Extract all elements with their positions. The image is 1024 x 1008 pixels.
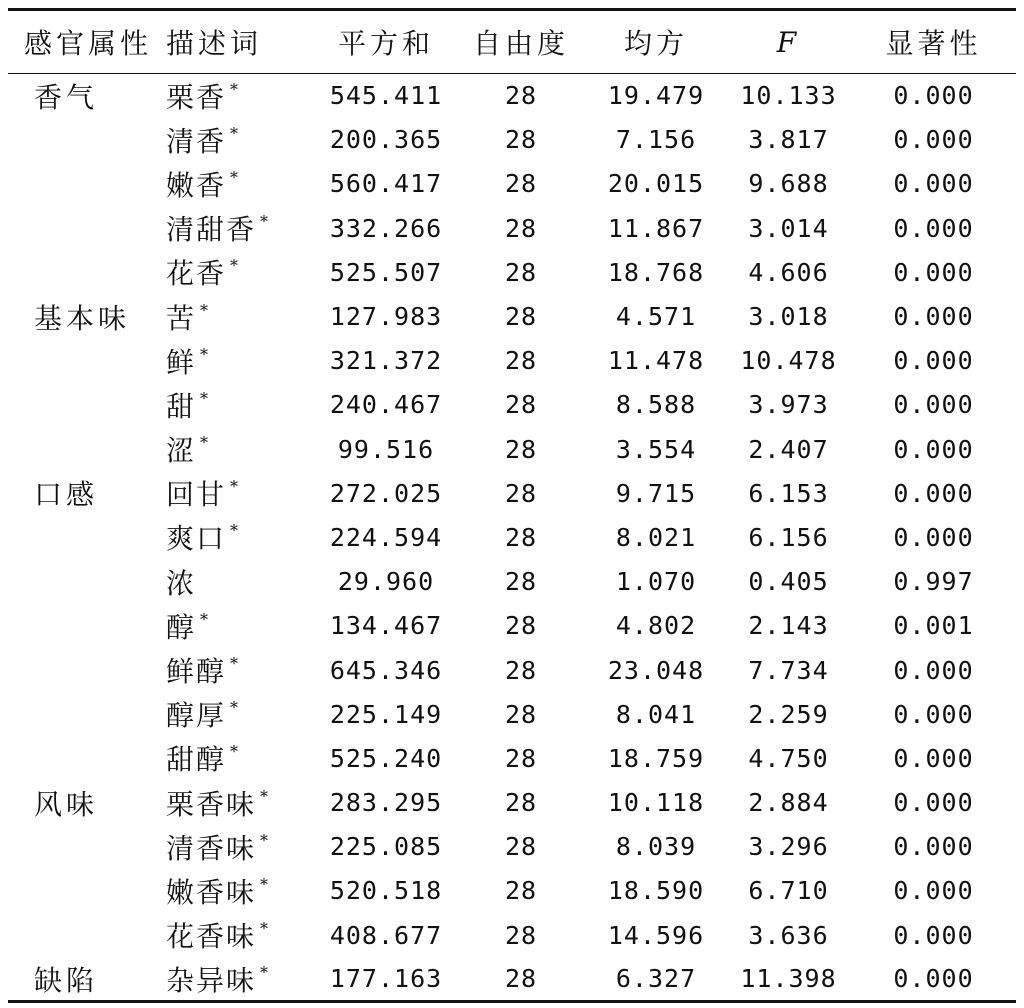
sum-of-squares-cell: 29.960: [337, 567, 435, 597]
significance-asterisk: *: [200, 433, 209, 453]
degrees-of-freedom-cell: 28: [504, 81, 538, 111]
degrees-of-freedom-cell: 28: [504, 522, 538, 552]
significance-cell: 0.000: [893, 832, 974, 862]
significance-asterisk: *: [230, 477, 239, 497]
table-row: [8, 427, 1016, 471]
f-value-cell: 3.018: [748, 302, 829, 332]
descriptor-cell: [166, 427, 316, 471]
header-mean-square: 均方: [586, 10, 726, 74]
descriptor-cell: [166, 869, 316, 913]
significance-asterisk: *: [230, 79, 239, 99]
mean-square-cell: 1.070: [615, 567, 697, 597]
sum-of-squares-cell: 560.417: [329, 169, 443, 199]
mean-square-cell: 23.048: [607, 655, 705, 685]
descriptor-text: 醇: [166, 610, 197, 644]
degrees-of-freedom-cell: 28: [504, 655, 538, 685]
significance-cell: 0.000: [893, 699, 974, 729]
descriptor-cell: [166, 471, 316, 515]
mean-square-cell: 8.041: [615, 699, 697, 729]
mean-square-cell: 6.327: [586, 957, 726, 1001]
descriptor-cell: [166, 648, 316, 692]
table-row: [8, 471, 1016, 515]
significance-cell: 0.000: [893, 302, 974, 332]
sensory-attribute-cell: [8, 913, 166, 957]
degrees-of-freedom-cell: 28: [504, 832, 538, 862]
sensory-attribute-cell: [8, 560, 166, 604]
degrees-of-freedom-cell: 28: [504, 302, 538, 332]
sum-of-squares-cell: 408.677: [329, 920, 443, 950]
table-row: [8, 515, 1016, 559]
descriptor-cell: [166, 339, 316, 383]
descriptor-text: 苦: [166, 301, 197, 335]
f-value-cell: 3.296: [748, 832, 829, 862]
sensory-attribute-cell: [8, 692, 166, 736]
descriptor-text: 杂异味: [166, 963, 257, 997]
table-row: [8, 869, 1016, 913]
significance-cell: 0.000: [893, 390, 974, 420]
significance-cell: 0.000: [893, 788, 974, 818]
descriptor-cell: [166, 515, 316, 559]
table-row: [8, 118, 1016, 162]
descriptor-cell: [166, 692, 316, 736]
sensory-attribute-cell: [8, 339, 166, 383]
sum-of-squares-cell: 225.149: [329, 699, 443, 729]
significance-cell: 0.000: [893, 743, 974, 773]
sum-of-squares-cell: 127.983: [329, 302, 443, 332]
descriptor-text: 花香: [166, 257, 227, 291]
significance-asterisk: *: [230, 521, 239, 541]
descriptor-text: 花香味: [166, 920, 257, 954]
descriptor-text: 嫩香: [166, 168, 227, 202]
f-value-cell: 10.133: [740, 81, 837, 111]
significance-cell: 0.000: [893, 655, 974, 685]
degrees-of-freedom-cell: 28: [504, 743, 538, 773]
table-row: [8, 339, 1016, 383]
sum-of-squares-cell: 545.411: [329, 81, 443, 111]
f-value-cell: 3.014: [748, 213, 829, 243]
significance-cell: 0.000: [851, 957, 1016, 1001]
degrees-of-freedom-cell: 28: [456, 957, 586, 1001]
degrees-of-freedom-cell: 28: [504, 213, 538, 243]
degrees-of-freedom-cell: 28: [504, 611, 538, 641]
mean-square-cell: 8.588: [615, 390, 697, 420]
mean-square-cell: 20.015: [607, 169, 705, 199]
descriptor-cell: [166, 781, 316, 825]
mean-square-cell: 18.759: [607, 743, 705, 773]
f-value-cell: 11.398: [726, 957, 851, 1001]
sensory-attribute-cell: [8, 736, 166, 780]
mean-square-cell: 4.802: [615, 611, 697, 641]
descriptor-text: 浓: [166, 566, 197, 600]
mean-square-cell: 3.554: [615, 434, 697, 464]
degrees-of-freedom-cell: 28: [504, 567, 538, 597]
significance-asterisk: *: [200, 388, 209, 408]
significance-cell: 0.000: [893, 169, 974, 199]
degrees-of-freedom-cell: 28: [504, 920, 538, 950]
descriptor-text: 爽口: [166, 522, 227, 556]
significance-asterisk: *: [230, 256, 239, 276]
mean-square-cell: 18.768: [607, 257, 705, 287]
table-row: [8, 162, 1016, 206]
descriptor-cell: [166, 74, 316, 118]
f-value-cell: 4.750: [748, 743, 829, 773]
sensory-attribute-cell: [8, 648, 166, 692]
significance-asterisk: *: [260, 212, 269, 232]
significance-asterisk: *: [230, 123, 239, 143]
sensory-attribute-cell: [8, 383, 166, 427]
f-value-cell: 6.153: [748, 478, 829, 508]
sum-of-squares-cell: 177.163: [316, 957, 456, 1001]
descriptor-cell: [166, 294, 316, 338]
f-value-cell: 2.143: [748, 611, 829, 641]
descriptor-text: 鲜: [166, 345, 197, 379]
header-significance: 显著性: [851, 10, 1016, 74]
f-value-cell: 3.973: [748, 390, 829, 420]
f-value-cell: 10.478: [740, 346, 837, 376]
table-row: [8, 206, 1016, 250]
header-row: [8, 10, 1016, 74]
significance-asterisk: *: [260, 962, 269, 982]
sensory-attribute-cell: 缺陷: [8, 957, 166, 1001]
significance-asterisk: *: [230, 654, 239, 674]
descriptor-text: 栗香: [166, 80, 227, 114]
table-row: [8, 383, 1016, 427]
descriptor-text: 栗香味: [166, 787, 257, 821]
descriptor-text: 回甘: [166, 478, 227, 512]
mean-square-cell: 14.596: [607, 920, 705, 950]
descriptor-cell: [166, 206, 316, 250]
table-row: [8, 250, 1016, 294]
descriptor-cell: [166, 162, 316, 206]
f-value-cell: 2.407: [748, 434, 829, 464]
degrees-of-freedom-cell: 28: [504, 346, 538, 376]
significance-cell: 0.000: [893, 125, 974, 155]
table-row: [8, 781, 1016, 825]
significance-asterisk: *: [260, 786, 269, 806]
sensory-attribute-cell: [8, 162, 166, 206]
descriptor-cell: [166, 250, 316, 294]
mean-square-cell: 7.156: [615, 125, 697, 155]
descriptor-text: 清香: [166, 124, 227, 158]
mean-square-cell: 8.021: [615, 522, 697, 552]
descriptor-cell: [166, 383, 316, 427]
anova-table: [8, 8, 1016, 1003]
significance-asterisk: *: [260, 830, 269, 850]
sensory-attribute-cell: 风味: [34, 787, 99, 821]
f-value-cell: 6.156: [748, 522, 829, 552]
sum-of-squares-cell: 525.240: [329, 743, 443, 773]
descriptor-text: 清甜香: [166, 213, 257, 247]
significance-cell: 0.000: [893, 522, 974, 552]
significance-asterisk: *: [200, 344, 209, 364]
degrees-of-freedom-cell: 28: [504, 125, 538, 155]
sensory-attribute-cell: [8, 427, 166, 471]
sum-of-squares-cell: 134.467: [329, 611, 443, 641]
degrees-of-freedom-cell: 28: [504, 876, 538, 906]
significance-cell: 0.997: [893, 567, 974, 597]
f-value-cell: 0.405: [748, 567, 829, 597]
degrees-of-freedom-cell: 28: [504, 390, 538, 420]
descriptor-text: 甜: [166, 389, 197, 423]
f-value-cell: 3.636: [748, 920, 829, 950]
descriptor-text: 甜醇: [166, 743, 227, 777]
sum-of-squares-cell: 525.507: [329, 257, 443, 287]
table-header: [8, 10, 1016, 74]
descriptor-cell: [166, 560, 316, 604]
table-row: [8, 294, 1016, 338]
f-value-cell: 2.884: [748, 788, 829, 818]
sum-of-squares-cell: 99.516: [337, 434, 435, 464]
significance-asterisk: *: [260, 919, 269, 939]
mean-square-cell: 11.867: [607, 213, 705, 243]
mean-square-cell: 11.478: [607, 346, 705, 376]
sum-of-squares-cell: 224.594: [329, 522, 443, 552]
significance-cell: 0.000: [893, 81, 974, 111]
sum-of-squares-cell: 645.346: [329, 655, 443, 685]
mean-square-cell: 19.479: [607, 81, 705, 111]
sum-of-squares-cell: 332.266: [329, 213, 443, 243]
descriptor-text: 嫩香味: [166, 875, 257, 909]
header-degrees-of-freedom: 自由度: [456, 10, 586, 74]
sum-of-squares-cell: 272.025: [329, 478, 443, 508]
mean-square-cell: 9.715: [615, 478, 697, 508]
sensory-attribute-cell: 基本味: [34, 301, 131, 335]
header-sensory-attribute: 感官属性: [8, 10, 166, 74]
significance-cell: 0.000: [893, 434, 974, 464]
table-row: [8, 604, 1016, 648]
sum-of-squares-cell: 225.085: [329, 832, 443, 862]
degrees-of-freedom-cell: 28: [504, 788, 538, 818]
significance-asterisk: *: [230, 698, 239, 718]
significance-asterisk: *: [230, 742, 239, 762]
f-value-cell: 6.710: [748, 876, 829, 906]
descriptor-cell: [166, 736, 316, 780]
degrees-of-freedom-cell: 28: [504, 478, 538, 508]
degrees-of-freedom-cell: 28: [504, 257, 538, 287]
sensory-attribute-cell: [8, 118, 166, 162]
header-descriptor: 描述词: [166, 10, 316, 74]
mean-square-cell: 18.590: [607, 876, 705, 906]
descriptor-cell: [166, 604, 316, 648]
table-row: [8, 74, 1016, 118]
f-value-cell: 4.606: [748, 257, 829, 287]
table-row: [8, 957, 1016, 1001]
sensory-attribute-cell: [8, 604, 166, 648]
table-row: [8, 560, 1016, 604]
descriptor-cell: [166, 118, 316, 162]
descriptor-cell: [166, 913, 316, 957]
sensory-attribute-cell: [8, 869, 166, 913]
mean-square-cell: 8.039: [615, 832, 697, 862]
sensory-attribute-cell: [8, 825, 166, 869]
significance-cell: 0.000: [893, 876, 974, 906]
descriptor-text: 清香味: [166, 831, 257, 865]
degrees-of-freedom-cell: 28: [504, 169, 538, 199]
f-value-cell: 9.688: [748, 169, 829, 199]
descriptor-cell: [166, 957, 316, 1001]
sum-of-squares-cell: 321.372: [329, 346, 443, 376]
degrees-of-freedom-cell: 28: [504, 699, 538, 729]
descriptor-text: 涩: [166, 434, 197, 468]
header-sum-of-squares: 平方和: [316, 10, 456, 74]
f-value-cell: 3.817: [748, 125, 829, 155]
sensory-attribute-cell: 香气: [34, 80, 99, 114]
significance-cell: 0.000: [893, 920, 974, 950]
descriptor-text: 醇厚: [166, 699, 227, 733]
mean-square-cell: 10.118: [607, 788, 705, 818]
significance-cell: 0.000: [893, 478, 974, 508]
sensory-attribute-cell: [8, 515, 166, 559]
table-row: [8, 692, 1016, 736]
significance-cell: 0.000: [893, 346, 974, 376]
table-row: [8, 736, 1016, 780]
mean-square-cell: 4.571: [615, 302, 697, 332]
significance-asterisk: *: [200, 609, 209, 629]
table-body: [8, 74, 1016, 1002]
table-row: [8, 825, 1016, 869]
sensory-attribute-cell: [8, 206, 166, 250]
table-row: [8, 648, 1016, 692]
significance-asterisk: *: [230, 167, 239, 187]
header-f-value: F: [726, 10, 851, 74]
significance-asterisk: *: [200, 300, 209, 320]
f-value-cell: 2.259: [748, 699, 829, 729]
sum-of-squares-cell: 200.365: [329, 125, 443, 155]
sum-of-squares-cell: 283.295: [329, 788, 443, 818]
degrees-of-freedom-cell: 28: [504, 434, 538, 464]
f-value-cell: 7.734: [748, 655, 829, 685]
significance-cell: 0.000: [893, 213, 974, 243]
table-row: [8, 913, 1016, 957]
significance-cell: 0.001: [893, 611, 974, 641]
significance-cell: 0.000: [893, 257, 974, 287]
sensory-attribute-cell: 口感: [34, 478, 99, 512]
significance-asterisk: *: [260, 874, 269, 894]
sensory-attribute-cell: [8, 250, 166, 294]
descriptor-text: 鲜醇: [166, 655, 227, 689]
sum-of-squares-cell: 520.518: [329, 876, 443, 906]
sum-of-squares-cell: 240.467: [329, 390, 443, 420]
descriptor-cell: [166, 825, 316, 869]
